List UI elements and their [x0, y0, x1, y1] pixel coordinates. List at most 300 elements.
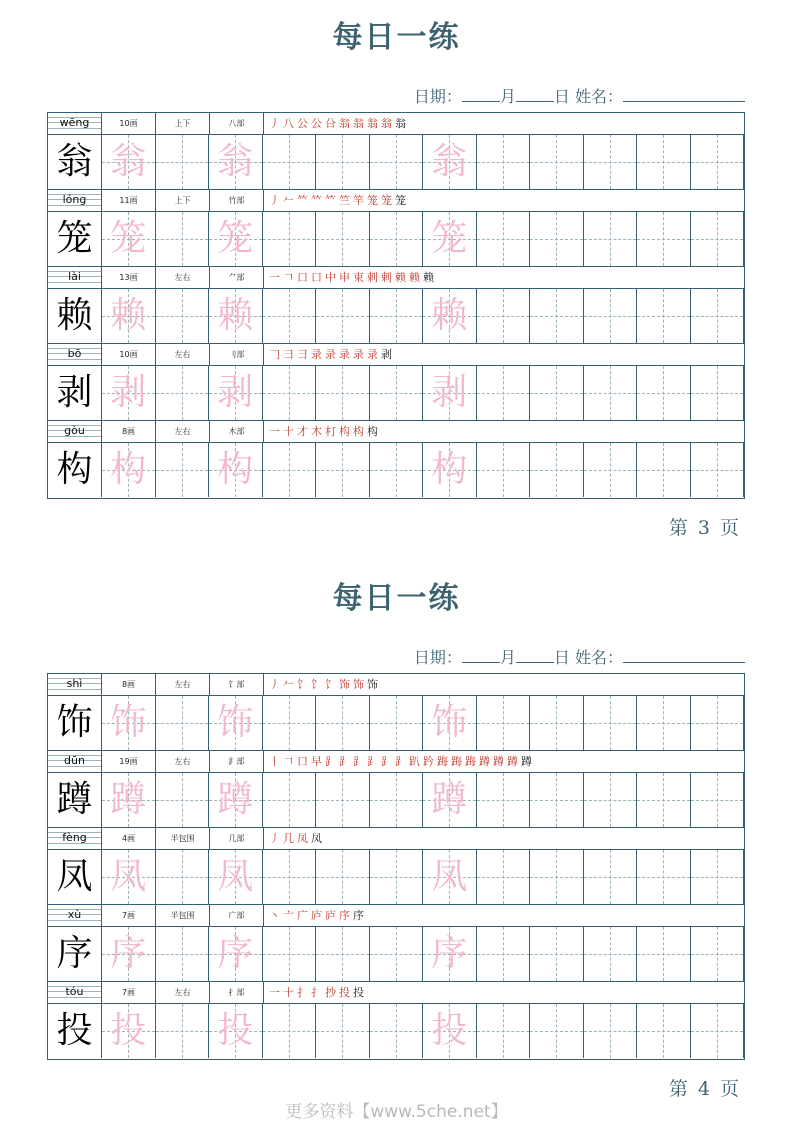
stroke-step: 剌: [367, 271, 381, 284]
tianzige-cell[interactable]: [316, 212, 370, 266]
trace-character: 翁: [217, 141, 254, 182]
char-info-bar: [48, 905, 744, 927]
stroke-step: 公: [311, 117, 325, 130]
tianzige-cell[interactable]: [316, 850, 370, 904]
stroke-count: 10画: [102, 344, 156, 365]
stroke-order: [269, 344, 395, 365]
stroke-step: 翁: [395, 117, 409, 130]
tianzige-cell[interactable]: [423, 696, 477, 750]
practice-cells: [102, 135, 744, 189]
tianzige-cell[interactable]: [156, 1004, 210, 1058]
tianzige-cell[interactable]: [637, 696, 691, 750]
tianzige-cell[interactable]: [530, 696, 584, 750]
pinyin-label: lài: [48, 267, 102, 288]
tianzige-cell[interactable]: [102, 443, 156, 497]
stroke-step: 丿: [269, 117, 283, 130]
tianzige-cell[interactable]: [530, 850, 584, 904]
stroke-step: 饰: [353, 678, 367, 691]
stroke-step: ⻊: [381, 755, 395, 768]
stroke-step: 蹲: [479, 755, 493, 768]
tianzige-cell[interactable]: [316, 443, 370, 497]
tianzige-cell[interactable]: [691, 773, 745, 827]
char-row: [48, 982, 744, 1059]
char-row: [48, 190, 744, 267]
trace-character: 投: [110, 1010, 147, 1051]
trace-character: 凤: [110, 856, 147, 897]
tianzige-cell[interactable]: [691, 289, 745, 343]
stroke-step: 束: [353, 271, 367, 284]
stroke-step: 𠃌: [269, 348, 283, 361]
trace-character: 翁: [110, 141, 147, 182]
tianzige-cell[interactable]: [584, 366, 638, 420]
tianzige-cell[interactable]: [423, 366, 477, 420]
practice-cells: [102, 366, 744, 420]
tianzige-cell[interactable]: [370, 850, 424, 904]
trace-character: 构: [110, 449, 147, 490]
tianzige-cell[interactable]: [263, 212, 317, 266]
stroke-step: 剥: [381, 348, 395, 361]
char-row: [48, 828, 744, 905]
tianzige-cell[interactable]: [370, 289, 424, 343]
stroke-step: 翁: [367, 117, 381, 130]
tianzige-cell[interactable]: [691, 212, 745, 266]
stroke-step: 八: [283, 117, 297, 130]
stroke-count: 4画: [102, 828, 156, 849]
tianzige-cell[interactable]: [209, 212, 263, 266]
stroke-step: 踇: [451, 755, 465, 768]
tianzige-cell[interactable]: [209, 289, 263, 343]
stroke-step: 庐: [325, 909, 339, 922]
tianzige-cell[interactable]: [637, 850, 691, 904]
stroke-step: 翁: [339, 117, 353, 130]
tianzige-cell[interactable]: [477, 1004, 531, 1058]
char-row: [48, 267, 744, 344]
stroke-step: 凤: [297, 832, 311, 845]
tianzige-cell[interactable]: [370, 696, 424, 750]
radical-label: 扌部: [210, 982, 264, 1003]
char-info-bar: [48, 190, 744, 212]
tianzige-cell[interactable]: [316, 696, 370, 750]
page-title: 每日一练: [332, 581, 461, 616]
trace-character: 剥: [431, 372, 468, 413]
stroke-step: 庐: [311, 909, 325, 922]
tianzige-cell[interactable]: [584, 1004, 638, 1058]
stroke-step: 丿: [269, 832, 283, 845]
tianzige-cell[interactable]: [209, 443, 263, 497]
char-row: [48, 905, 744, 982]
pinyin-label: bō: [48, 344, 102, 365]
stroke-step: 丨: [269, 755, 283, 768]
stroke-step: 录: [367, 348, 381, 361]
tianzige-cell[interactable]: [102, 773, 156, 827]
tianzige-cell[interactable]: [584, 773, 638, 827]
stroke-step: 才: [297, 425, 311, 438]
char-info-bar: [48, 267, 744, 289]
char-row: [48, 421, 744, 498]
stroke-step: ⻊: [395, 755, 409, 768]
stroke-step: 𥫗: [297, 194, 311, 207]
tianzige-cell[interactable]: [530, 135, 584, 189]
tianzige-cell[interactable]: [423, 212, 477, 266]
tianzige-cell[interactable]: [423, 927, 477, 981]
pinyin-label: fèng: [48, 828, 102, 849]
tianzige-cell[interactable]: [584, 289, 638, 343]
tianzige-cell[interactable]: [316, 927, 370, 981]
trace-character: 饰: [217, 702, 254, 743]
stroke-order: [269, 674, 381, 695]
trace-character: 序: [217, 933, 254, 974]
tianzige-cell[interactable]: [263, 135, 317, 189]
tianzige-cell[interactable]: [637, 773, 691, 827]
tianzige-cell[interactable]: [102, 366, 156, 420]
char-info-bar: [48, 344, 744, 366]
tianzige-cell[interactable]: [156, 289, 210, 343]
stroke-step: 录: [325, 348, 339, 361]
stroke-step: 一: [269, 986, 283, 999]
name-blank[interactable]: [623, 87, 745, 102]
month-blank[interactable]: [462, 648, 500, 663]
tianzige-cell[interactable]: [156, 773, 210, 827]
char-info-bar: [48, 674, 744, 696]
tianzige-cell[interactable]: [209, 927, 263, 981]
stroke-step: 赖: [409, 271, 423, 284]
month-blank[interactable]: [462, 87, 500, 102]
trace-character: 序: [431, 933, 468, 974]
stroke-step: 十: [283, 986, 297, 999]
tianzige-cell[interactable]: [370, 212, 424, 266]
stroke-step: 彐: [297, 348, 311, 361]
tianzige-cell[interactable]: [691, 366, 745, 420]
tianzige-cell[interactable]: [316, 289, 370, 343]
stroke-step: 笼: [395, 194, 409, 207]
tianzige-cell[interactable]: [477, 212, 531, 266]
practice-cells: [102, 850, 744, 904]
stroke-count: 8画: [102, 421, 156, 442]
stroke-step: 彐: [283, 348, 297, 361]
name-label: 姓名：: [574, 648, 623, 667]
tianzige-cell[interactable]: [584, 850, 638, 904]
tianzige-cell[interactable]: [637, 366, 691, 420]
stroke-order: [269, 828, 325, 849]
tianzige-cell[interactable]: [102, 696, 156, 750]
stroke-step: 饣: [325, 678, 339, 691]
model-character: 构: [48, 443, 102, 497]
stroke-step: ⻊: [339, 755, 353, 768]
stroke-step: 构: [367, 425, 381, 438]
tianzige-cell[interactable]: [584, 927, 638, 981]
tianzige-cell[interactable]: [263, 927, 317, 981]
radical-label: 刂部: [210, 344, 264, 365]
stroke-step: 𠃍: [283, 271, 297, 284]
tianzige-cell[interactable]: [530, 212, 584, 266]
trace-character: 蹲: [110, 779, 147, 820]
trace-character: 赖: [217, 295, 254, 336]
tianzige-cell[interactable]: [209, 850, 263, 904]
tianzige-cell[interactable]: [691, 443, 745, 497]
radical-label: ⺈部: [210, 267, 264, 288]
structure-label: 左右: [156, 674, 210, 695]
tianzige-cell[interactable]: [102, 289, 156, 343]
page-number: 第 3 页: [668, 517, 741, 539]
tianzige-cell[interactable]: [691, 1004, 745, 1058]
trace-character: 笼: [217, 218, 254, 259]
pinyin-label: shì: [48, 674, 102, 695]
month-label: 月: [499, 648, 516, 667]
tianzige-cell[interactable]: [316, 773, 370, 827]
tianzige-cell[interactable]: [423, 1004, 477, 1058]
radical-label: 八部: [210, 113, 264, 134]
tianzige-cell[interactable]: [637, 1004, 691, 1058]
tianzige-cell[interactable]: [370, 443, 424, 497]
date-label: 日期：: [413, 87, 462, 106]
practice-grid: [47, 112, 745, 499]
name-label: 姓名：: [574, 87, 623, 106]
trace-character: 笼: [110, 218, 147, 259]
tianzige-cell[interactable]: [209, 366, 263, 420]
tianzige-cell[interactable]: [637, 289, 691, 343]
stroke-step: 投: [339, 986, 353, 999]
stroke-step: 饰: [367, 678, 381, 691]
stroke-step: 朾: [325, 425, 339, 438]
stroke-step: 口: [297, 755, 311, 768]
stroke-step: 口: [311, 271, 325, 284]
tianzige-cell[interactable]: [584, 443, 638, 497]
char-info-bar: [48, 113, 744, 135]
tianzige-cell[interactable]: [370, 927, 424, 981]
trace-character: 凤: [217, 856, 254, 897]
tianzige-cell[interactable]: [637, 443, 691, 497]
trace-character: 翁: [431, 141, 468, 182]
stroke-step: 笼: [381, 194, 395, 207]
tianzige-cell[interactable]: [584, 212, 638, 266]
stroke-step: 趴: [409, 755, 423, 768]
char-info-bar: [48, 751, 744, 773]
tianzige-cell[interactable]: [530, 773, 584, 827]
trace-character: 蹲: [431, 779, 468, 820]
tianzige-cell[interactable]: [370, 773, 424, 827]
stroke-count: 13画: [102, 267, 156, 288]
tianzige-cell[interactable]: [156, 135, 210, 189]
stroke-step: 序: [339, 909, 353, 922]
tianzige-cell[interactable]: [102, 135, 156, 189]
trace-character: 饰: [110, 702, 147, 743]
tianzige-cell[interactable]: [263, 850, 317, 904]
tianzige-cell[interactable]: [477, 927, 531, 981]
tianzige-cell[interactable]: [423, 443, 477, 497]
model-character: 赖: [48, 289, 102, 343]
tianzige-cell[interactable]: [477, 135, 531, 189]
tianzige-cell[interactable]: [156, 443, 210, 497]
pinyin-label: gòu: [48, 421, 102, 442]
tianzige-cell[interactable]: [423, 135, 477, 189]
char-row: [48, 751, 744, 828]
tianzige-cell[interactable]: [316, 366, 370, 420]
stroke-order: [269, 982, 367, 1003]
day-blank[interactable]: [516, 648, 554, 663]
tianzige-cell[interactable]: [477, 773, 531, 827]
stroke-order: [269, 267, 437, 288]
tianzige-cell[interactable]: [477, 443, 531, 497]
trace-character: 赖: [431, 295, 468, 336]
stroke-step: 竿: [353, 194, 367, 207]
structure-label: 半包围: [156, 828, 210, 849]
tianzige-cell[interactable]: [691, 135, 745, 189]
tianzige-cell[interactable]: [102, 927, 156, 981]
tianzige-cell[interactable]: [370, 366, 424, 420]
trace-character: 赖: [110, 295, 147, 336]
stroke-step: 亠: [283, 909, 297, 922]
tianzige-cell[interactable]: [263, 1004, 317, 1058]
stroke-step: 剌: [381, 271, 395, 284]
tianzige-cell[interactable]: [263, 289, 317, 343]
stroke-step: 公: [297, 117, 311, 130]
tianzige-cell[interactable]: [423, 289, 477, 343]
char-row: [48, 674, 744, 751]
trace-character: 凤: [431, 856, 468, 897]
tianzige-cell[interactable]: [477, 696, 531, 750]
practice-cells: [102, 927, 744, 981]
char-info-bar: [48, 982, 744, 1004]
trace-character: 序: [110, 933, 147, 974]
stroke-step: 蹲: [507, 755, 521, 768]
tianzige-cell[interactable]: [263, 443, 317, 497]
tianzige-cell[interactable]: [156, 212, 210, 266]
stroke-count: 7画: [102, 982, 156, 1003]
trace-character: 投: [217, 1010, 254, 1051]
tianzige-cell[interactable]: [584, 696, 638, 750]
stroke-step: 踇: [437, 755, 451, 768]
day-label: 日: [553, 87, 575, 106]
stroke-step: 丶: [269, 909, 283, 922]
stroke-step: 录: [311, 348, 325, 361]
footer-watermark: 更多资料【www.5che.net】: [285, 1102, 508, 1122]
tianzige-cell[interactable]: [637, 927, 691, 981]
pinyin-label: tóu: [48, 982, 102, 1003]
tianzige-cell[interactable]: [691, 696, 745, 750]
tianzige-cell[interactable]: [691, 927, 745, 981]
tianzige-cell[interactable]: [584, 135, 638, 189]
structure-label: 左右: [156, 751, 210, 772]
day-blank[interactable]: [516, 87, 554, 102]
practice-cells: [102, 289, 744, 343]
stroke-step: 𠃍: [283, 755, 297, 768]
stroke-step: 投: [353, 986, 367, 999]
stroke-step: 木: [311, 425, 325, 438]
stroke-step: 踇: [465, 755, 479, 768]
day-label: 日: [553, 648, 575, 667]
name-blank[interactable]: [623, 648, 745, 663]
tianzige-cell[interactable]: [102, 850, 156, 904]
char-info-bar: [48, 828, 744, 850]
model-character: 蹲: [48, 773, 102, 827]
trace-character: 剥: [217, 372, 254, 413]
tianzige-cell[interactable]: [156, 366, 210, 420]
tianzige-cell[interactable]: [477, 366, 531, 420]
radical-label: 饣部: [210, 674, 264, 695]
tianzige-cell[interactable]: [530, 366, 584, 420]
practice-page: [0, 561, 793, 1122]
tianzige-cell[interactable]: [156, 927, 210, 981]
structure-label: 左右: [156, 267, 210, 288]
stroke-step: 𠂉: [283, 678, 297, 691]
tianzige-cell[interactable]: [691, 850, 745, 904]
tianzige-cell[interactable]: [263, 696, 317, 750]
stroke-step: 抄: [325, 986, 339, 999]
tianzige-cell[interactable]: [477, 289, 531, 343]
trace-character: 构: [431, 449, 468, 490]
trace-character: 蹲: [217, 779, 254, 820]
tianzige-cell[interactable]: [263, 366, 317, 420]
tianzige-cell[interactable]: [370, 1004, 424, 1058]
tianzige-cell[interactable]: [209, 696, 263, 750]
stroke-step: 凤: [311, 832, 325, 845]
tianzige-cell[interactable]: [156, 696, 210, 750]
pinyin-label: xù: [48, 905, 102, 926]
tianzige-cell[interactable]: [102, 1004, 156, 1058]
stroke-step: 中: [325, 271, 339, 284]
tianzige-cell[interactable]: [209, 1004, 263, 1058]
practice-cells: [102, 443, 744, 497]
tianzige-cell[interactable]: [530, 927, 584, 981]
page-number: 第 4 页: [668, 1078, 741, 1100]
stroke-order: [269, 190, 409, 211]
stroke-step: 序: [353, 909, 367, 922]
tianzige-cell[interactable]: [263, 773, 317, 827]
stroke-step: ⻊: [325, 755, 339, 768]
trace-character: 构: [217, 449, 254, 490]
stroke-step: 竺: [339, 194, 353, 207]
stroke-step: 广: [297, 909, 311, 922]
tianzige-cell[interactable]: [370, 135, 424, 189]
stroke-step: 录: [339, 348, 353, 361]
stroke-order: [269, 751, 535, 772]
tianzige-cell[interactable]: [156, 850, 210, 904]
tianzige-cell[interactable]: [423, 850, 477, 904]
tianzige-cell[interactable]: [316, 1004, 370, 1058]
tianzige-cell[interactable]: [637, 212, 691, 266]
stroke-step: ⻊: [367, 755, 381, 768]
char-info-bar: [48, 421, 744, 443]
model-character: 饰: [48, 696, 102, 750]
pinyin-label: lóng: [48, 190, 102, 211]
tianzige-cell[interactable]: [530, 289, 584, 343]
structure-label: 左右: [156, 421, 210, 442]
stroke-count: 8画: [102, 674, 156, 695]
tianzige-cell[interactable]: [477, 850, 531, 904]
tianzige-cell[interactable]: [423, 773, 477, 827]
tianzige-cell[interactable]: [209, 773, 263, 827]
stroke-count: 10画: [102, 113, 156, 134]
stroke-step: 翁: [381, 117, 395, 130]
stroke-step: 趻: [423, 755, 437, 768]
date-label: 日期：: [413, 648, 462, 667]
stroke-order: [269, 113, 409, 134]
stroke-step: 𠂉: [283, 194, 297, 207]
tianzige-cell[interactable]: [530, 443, 584, 497]
tianzige-cell[interactable]: [102, 212, 156, 266]
tianzige-cell[interactable]: [316, 135, 370, 189]
tianzige-cell[interactable]: [530, 1004, 584, 1058]
practice-grid: [47, 673, 745, 1060]
structure-label: 左右: [156, 344, 210, 365]
stroke-step: 一: [269, 271, 283, 284]
stroke-step: 早: [311, 755, 325, 768]
tianzige-cell[interactable]: [637, 135, 691, 189]
stroke-step: 一: [269, 425, 283, 438]
stroke-step: 笼: [367, 194, 381, 207]
tianzige-cell[interactable]: [209, 135, 263, 189]
structure-label: 半包围: [156, 905, 210, 926]
